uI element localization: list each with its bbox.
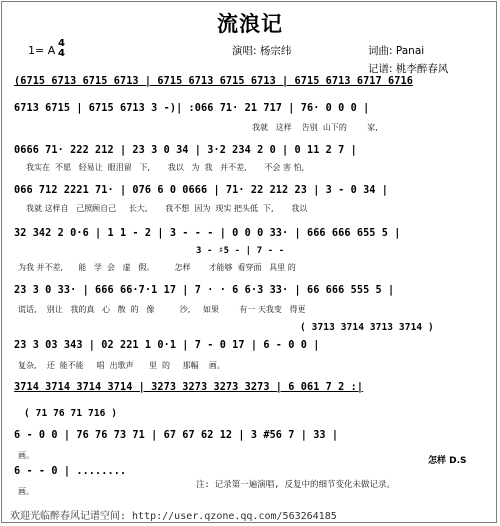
score-line-7: 23 3 03 343 | 02 221 1 0·1 | 7 - 0 17 | 6 - 0 0 | <box>14 340 320 351</box>
time-signature-bottom: 4 <box>58 48 65 59</box>
score-line-9: 6 - 0 0 | 76 76 73 71 | 67 67 62 12 | 3 #56 7 | 33 | <box>14 430 339 441</box>
score-line-4: 066 712 2221 71· | 076 6 0 0666 | 71· 22 212 23 | 3 - 0 34 | <box>14 185 389 196</box>
time-signature-top: 4 <box>58 38 65 49</box>
lyric-line-4: 为我 并不差, 能 学 会 虚 假。 怎样 才能够 看穿面 具里 的 <box>18 263 296 272</box>
lyric-line-3: 我就 这样自 己照顾自己 长大, 我不想 因为 现实 把头低 下, 我以 <box>26 204 308 213</box>
bar-mark: 3 - ♯5 - | 7 - - <box>196 246 285 256</box>
time-signature <box>58 39 65 59</box>
lyric-line-6: 复杂, 还 能不能 唱 出歌声 里 的 那幅 画。 <box>18 361 225 370</box>
score-line-2: 6713 6715 | 6715 6713 3 -)| :066 71· 21 717 | 76· 0 0 0 | <box>14 103 370 114</box>
transcriber-credit: 记谱: 桃李醉春风 <box>368 63 449 75</box>
alt-bracket-line: ( 3713 3714 3713 3714 ) <box>300 322 434 333</box>
lyric-line-2: 我实在 不愿 轻易让 眼泪留 下, 我以 为 我 并不差, 不会 害 怕, <box>26 163 305 172</box>
ds-label: 怎样 D.S <box>428 456 467 466</box>
key-signature: 1= A <box>28 44 56 57</box>
lyric-line-8: 画。 <box>18 487 34 496</box>
score-line-3: 0666 71· 222 212 | 23 3 0 34 | 3·2 234 2 0 | 0 11 2 7 | <box>14 145 357 156</box>
lyric-line-1: 我就 这样 告别 山下的 家, <box>252 123 378 132</box>
composer-credit: 词曲: Panai <box>368 45 425 57</box>
singer-credit: 演唱: 杨宗纬 <box>232 45 292 57</box>
score-line-5: 32 342 2 0·6 | 1 1 - 2 | 3 - - - | 0 0 0 33· | 666 666 655 5 | <box>14 228 401 239</box>
score-line-8: 3714 3714 3714 3714 | 3273 3273 3273 3273 | 6 061 7 2 :| <box>14 382 364 393</box>
lyric-line-5: 谎话, 别让 我的真 心 散 的 像 沙, 如果 有一 天我变 得更 <box>18 305 306 314</box>
performance-note: 注: 记录第一遍演唱, 反复中的细节变化未做记录。 <box>196 480 395 490</box>
lyric-line-7: 画。 <box>18 451 34 460</box>
footer-link-text: 欢迎光临醉春风记谱空间: http://user.qzone.qq.com/563264185 <box>10 511 337 522</box>
score-line-1: (6715 6713 6715 6713 | 6715 6713 6715 6713 | 6715 6713 6717 6716 <box>14 76 413 87</box>
score-line-10: 6 - - 0 | ........ <box>14 466 127 477</box>
song-title: 流浪记 <box>217 11 283 36</box>
score-line-6: 23 3 0 33· | 666 66·7·1 17 | 7 · · 6 6·3 33· | 66 666 555 5 | <box>14 285 395 296</box>
interlude-line: ( 71 76 71 716 ) <box>24 408 118 419</box>
